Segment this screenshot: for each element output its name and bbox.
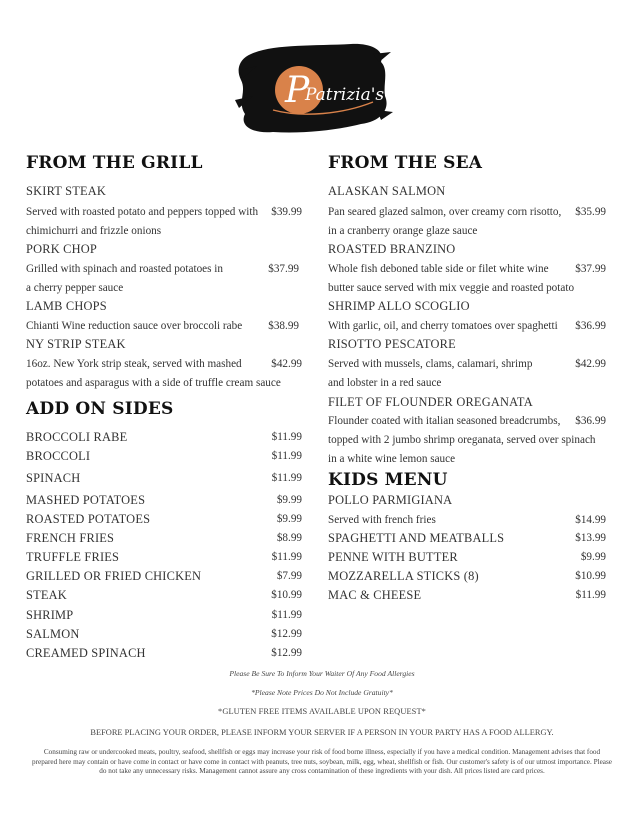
list-item	[26, 531, 302, 547]
sides-heading: ADD ON SIDES	[26, 399, 174, 419]
item-price: $14.99	[575, 514, 606, 526]
allergy-warning: BEFORE PLACING YOUR ORDER, PLEASE INFORM YOUR SERVER IF A PERSON IN YOUR PARTY HAS A FOOD ALLERGY.	[90, 728, 554, 737]
list-item	[26, 608, 302, 624]
item-name: MAC & CHEESE	[328, 588, 422, 602]
list-item	[26, 430, 302, 446]
patrizias-logo	[233, 40, 393, 138]
item-name: MOZZARELLA STICKS (8)	[328, 569, 479, 583]
gluten-free-note: *GLUTEN FREE ITEMS AVAILABLE UPON REQUEST*	[218, 707, 426, 716]
disclaimer: Consuming raw or undercooked meats, poultry, seafood, shellfish or eggs may increase your risk of food borne illness, especially if you have a medical condition. Management advises that food prepared here may contain or have come in contact or have come in contact with peanuts, tree nuts, soybean, milk, egg, wheat, shellfish or fish. Our customer's safety is of our utmost importance. Please do not take any unnecessary risks. Management cannot assure any cross contamination of these ingredients with your dish. All prices listed are card prices.	[32, 748, 612, 776]
item-name: ROASTED BRANZINO	[328, 242, 456, 256]
item-price: $36.99	[575, 415, 606, 427]
list-item	[26, 646, 302, 662]
item-name: NY STRIP STEAK	[26, 337, 126, 351]
item-desc: butter sauce served with mix veggie and roasted potato	[328, 282, 575, 294]
item-desc: Chianti Wine reduction sauce over broccoli rabe	[26, 320, 243, 332]
list-item	[328, 588, 606, 604]
item-desc: chimichurri and frizzle onions	[26, 225, 162, 237]
item-price: $11.99	[575, 589, 606, 601]
item-price: $11.99	[271, 609, 302, 621]
item-desc: and lobster in a red sauce	[328, 377, 442, 389]
item-name: CREAMED SPINACH	[26, 646, 146, 660]
grill-heading: FROM THE GRILL	[26, 153, 203, 173]
item-price: $13.99	[575, 532, 606, 544]
allergy-note: Please Be Sure To Inform Your Waiter Of Any Food Allergies	[229, 669, 415, 678]
item-name: RISOTTO PESCATORE	[328, 337, 456, 351]
item-price: $11.99	[271, 551, 302, 563]
list-item	[26, 569, 302, 585]
item-price: $9.99	[580, 551, 606, 563]
list-item	[328, 550, 606, 566]
item-price: $42.99	[575, 358, 606, 370]
item-price: $8.99	[276, 532, 302, 544]
list-item	[26, 471, 302, 487]
item-name: FRENCH FRIES	[26, 531, 115, 545]
list-item	[26, 493, 302, 509]
item-name: SHRIMP ALLO SCOGLIO	[328, 299, 470, 313]
item-desc: Flounder coated with italian seasoned breadcrumbs,	[328, 415, 561, 427]
item-price: $11.99	[271, 431, 302, 443]
item-desc: Served with roasted potato and peppers topped with	[26, 206, 259, 218]
item-desc: Whole fish deboned table side or filet white wine	[328, 263, 549, 275]
item-name: GRILLED OR FRIED CHICKEN	[26, 569, 202, 583]
item-desc: a cherry pepper sauce	[26, 282, 124, 294]
item-name: STEAK	[26, 588, 67, 602]
item-desc: 16oz. New York strip steak, served with mashed	[26, 358, 242, 370]
item-name: ROASTED POTATOES	[26, 512, 151, 526]
item-price: $36.99	[575, 320, 606, 332]
item-name: LAMB CHOPS	[26, 299, 107, 313]
gratuity-note: *Please Note Prices Do Not Include Gratuity*	[251, 688, 393, 697]
list-item	[328, 531, 606, 547]
item-desc: Pan seared glazed salmon, over creamy corn risotto,	[328, 206, 562, 218]
item-name: BROCCOLI	[26, 449, 91, 463]
logo-text: Patrizia's	[305, 85, 385, 105]
item-price: $9.99	[276, 513, 302, 525]
item-desc: Grilled with spinach and roasted potatoes in	[26, 263, 223, 275]
item-price: $35.99	[575, 206, 606, 218]
item-price: $9.99	[276, 494, 302, 506]
item-desc: in a cranberry orange glaze sauce	[328, 225, 478, 237]
item-price: $12.99	[271, 628, 302, 640]
item-name: SPAGHETTI AND MEATBALLS	[328, 531, 505, 545]
item-price: $11.99	[271, 472, 302, 484]
list-item	[26, 449, 302, 465]
item-price: $37.99	[268, 263, 299, 275]
item-name: TRUFFLE FRIES	[26, 550, 120, 564]
item-name: BROCCOLI RABE	[26, 430, 128, 444]
item-name: FILET OF FLOUNDER OREGANATA	[328, 395, 533, 409]
item-name: SALMON	[26, 627, 80, 641]
item-name: SPINACH	[26, 471, 81, 485]
item-price: $37.99	[575, 263, 606, 275]
item-price: $38.99	[268, 320, 299, 332]
item-desc: potatoes and asparagus with a side of truffle cream sauce	[26, 377, 281, 389]
item-name: ALASKAN SALMON	[328, 184, 446, 198]
item-desc: topped with 2 jumbo shrimp oreganata, served over spinach	[328, 434, 596, 446]
item-desc: in a white wine lemon sauce	[328, 453, 456, 465]
svg-text:P: P	[285, 70, 310, 111]
item-price: $12.99	[271, 647, 302, 659]
list-item	[26, 627, 302, 643]
item-price: $39.99	[271, 206, 302, 218]
item-name: SKIRT STEAK	[26, 184, 107, 198]
item-desc: Served with mussels, clams, calamari, shrimp	[328, 358, 533, 370]
sea-heading: FROM THE SEA	[328, 153, 483, 173]
brush-stroke-logo-graphic	[233, 40, 393, 138]
item-name: POLLO PARMIGIANA	[328, 493, 453, 507]
list-item	[26, 588, 302, 604]
item-price: $10.99	[271, 589, 302, 601]
item-price: $10.99	[575, 570, 606, 582]
kids-heading: KIDS MENU	[328, 470, 448, 490]
item-price: $11.99	[271, 450, 302, 462]
item-name: SHRIMP	[26, 608, 74, 622]
item-price: $42.99	[271, 358, 302, 370]
item-name: MASHED POTATOES	[26, 493, 146, 507]
list-item	[328, 569, 606, 585]
item-desc: Served with french fries	[328, 514, 436, 526]
item-name: PENNE WITH BUTTER	[328, 550, 458, 564]
item-name: PORK CHOP	[26, 242, 98, 256]
item-desc: With garlic, oil, and cherry tomatoes over spaghetti	[328, 320, 558, 332]
list-item	[26, 512, 302, 528]
list-item	[26, 550, 302, 566]
item-price: $7.99	[276, 570, 302, 582]
